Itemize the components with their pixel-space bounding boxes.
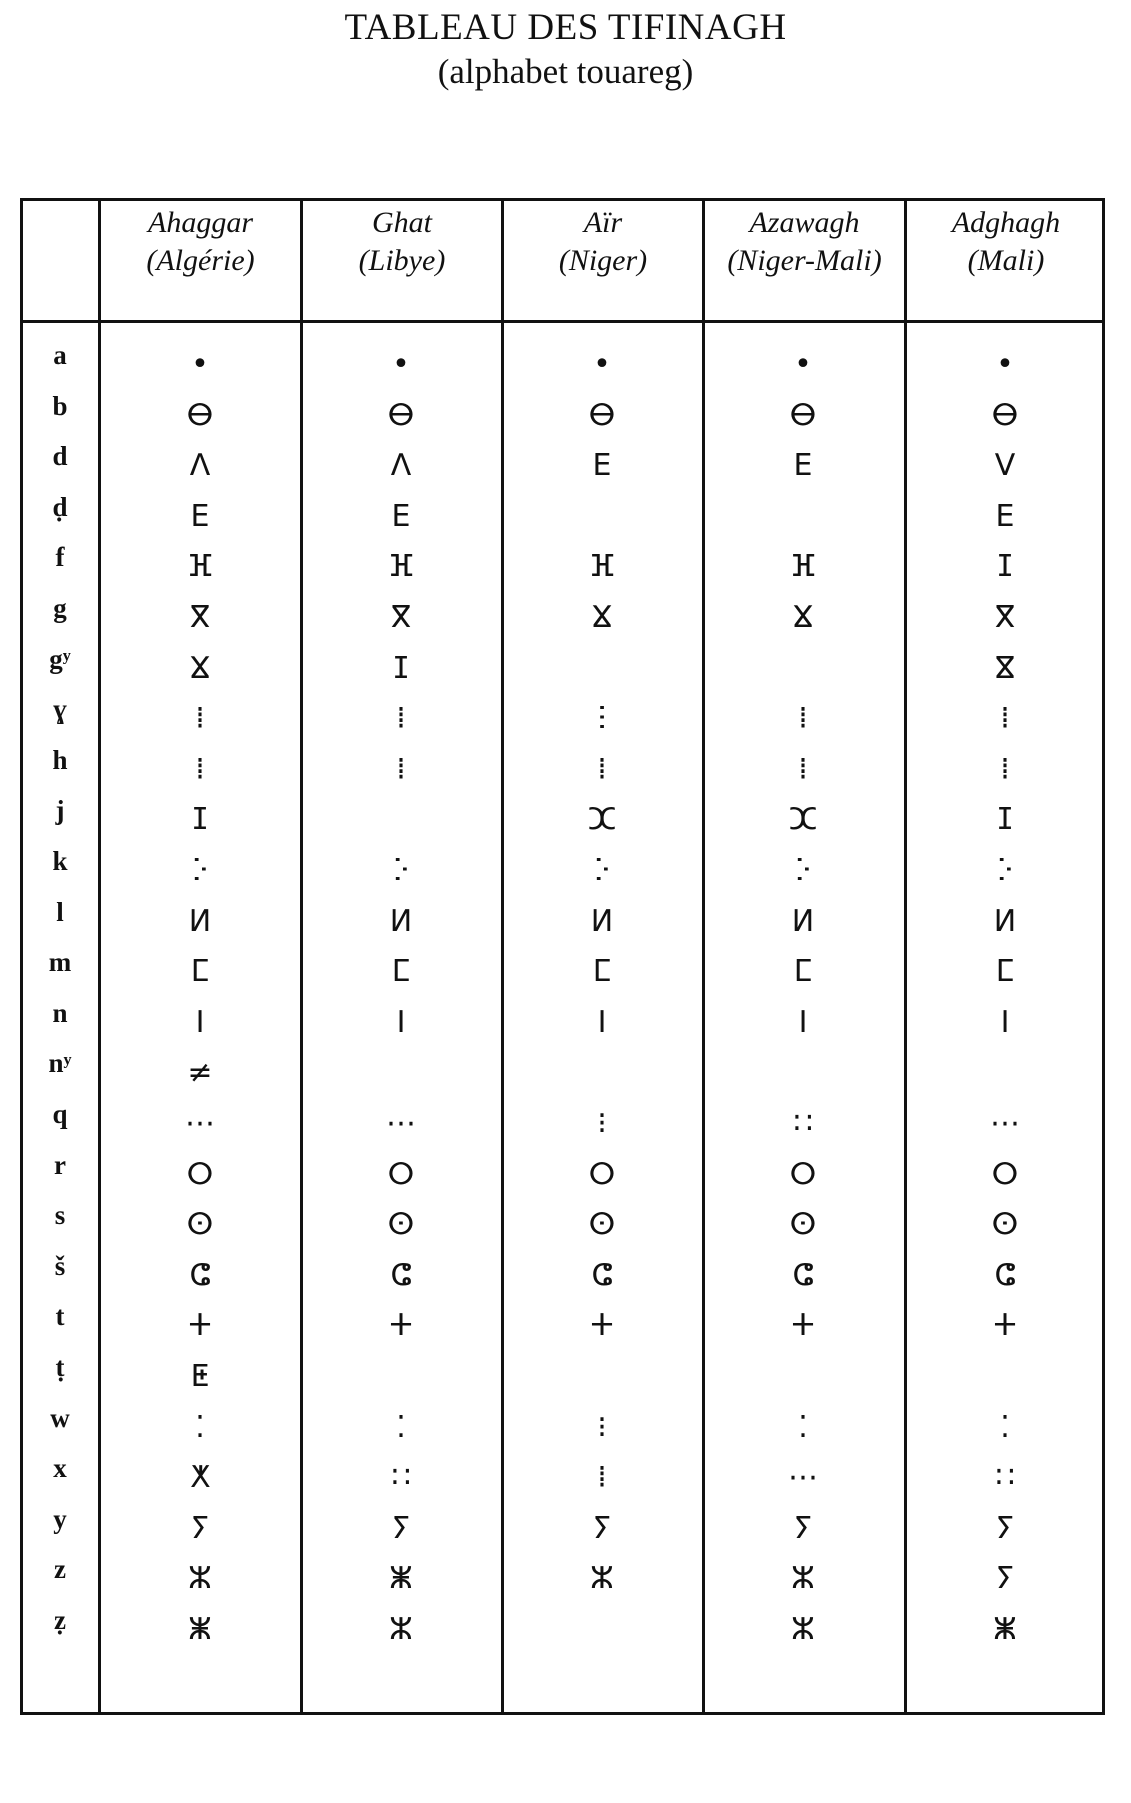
- tifinagh-glyph: ⵜ: [389, 1308, 413, 1344]
- column-divider: [702, 198, 705, 1715]
- row-letter: f: [55, 542, 65, 573]
- tifinagh-glyph: ⴹ: [190, 498, 210, 534]
- page-subtitle: (alphabet touareg): [437, 52, 694, 91]
- tifinagh-glyph: ⵥ: [389, 1561, 413, 1597]
- tifinagh-glyph: ⁚: [798, 1409, 808, 1445]
- tifinagh-glyph: ⵍ: [590, 903, 614, 939]
- tifinagh-glyph: ⴾ: [192, 853, 208, 888]
- tifinagh-glyph: ⵎ: [391, 954, 411, 990]
- tifinagh-glyph: ⵢ: [793, 1510, 813, 1546]
- column-header-country: (Mali): [967, 244, 1045, 277]
- tifinagh-glyph: ⵜ: [590, 1308, 614, 1344]
- tifinagh-glyph: ⵣ: [791, 1561, 815, 1597]
- column-header-adghagh: [907, 204, 1105, 316]
- tifinagh-glyph: ⴳ: [189, 600, 211, 635]
- tifinagh-glyph: ⁝: [597, 1409, 607, 1445]
- tifinagh-glyph: ⴼ: [789, 549, 817, 585]
- tifinagh-glyph: ⴱ: [789, 397, 817, 433]
- tifinagh-glyph: ⁞: [195, 751, 205, 787]
- tifinagh-glyph: ⴱ: [186, 397, 214, 433]
- tifinagh-glyph: ⁞: [1000, 701, 1010, 737]
- tifinagh-glyph: ⵔ: [387, 1156, 415, 1192]
- tifinagh-glyph: ⴼ: [387, 549, 415, 585]
- tifinagh-glyph: ⵢ: [995, 1510, 1015, 1546]
- row-letter: a: [53, 340, 67, 370]
- row-letter: g: [53, 593, 67, 623]
- tifinagh-glyph: ⵙ: [387, 1207, 415, 1243]
- tifinagh-glyph: ⵛ: [792, 1257, 814, 1293]
- row-letter: n: [52, 997, 68, 1028]
- column-header-air: [504, 204, 702, 316]
- tifinagh-glyph: ⵋ: [788, 802, 818, 838]
- tifinagh-glyph: ⴹ: [391, 498, 411, 534]
- row-letter: ẓ: [54, 1605, 66, 1635]
- tifinagh-glyph: ∷: [793, 1106, 813, 1141]
- row-letter: q: [52, 1099, 68, 1129]
- tifinagh-glyph: ⵙ: [588, 1207, 616, 1243]
- tifinagh-glyph: ⵏ: [597, 1004, 607, 1040]
- tifinagh-glyph: ⴾ: [997, 853, 1013, 888]
- column-header-region: Ghat: [372, 206, 432, 239]
- tifinagh-glyph: ⵍ: [188, 903, 212, 939]
- tifinagh-glyph: ⵊ: [997, 802, 1013, 838]
- tifinagh-glyph: •: [794, 347, 812, 382]
- column-header-country: (Niger-Mali): [727, 244, 882, 277]
- column-header-region: Ahaggar: [148, 206, 253, 239]
- tifinagh-glyph: ⵊ: [393, 650, 409, 686]
- tifinagh-glyph: ⴸ: [994, 448, 1016, 484]
- tifinagh-glyph: ⁞: [597, 1460, 607, 1496]
- tifinagh-glyph: ⵏ: [396, 1004, 406, 1040]
- tifinagh-glyph: ⁞: [597, 751, 607, 787]
- tifinagh-glyph: ⵢ: [190, 1510, 210, 1546]
- row-letter: ɣ: [53, 694, 67, 725]
- tifinagh-glyph: ⁚: [1000, 1409, 1010, 1445]
- tifinagh-glyph: ⵜ: [993, 1308, 1017, 1344]
- column-header-ghat: [303, 204, 501, 316]
- tifinagh-glyph: ⵅ: [190, 1460, 210, 1496]
- row-letter: t: [55, 1301, 65, 1332]
- tifinagh-glyph: ⵎ: [995, 954, 1015, 990]
- tifinagh-glyph: ⴼ: [186, 549, 214, 585]
- row-letter: x: [53, 1453, 67, 1484]
- tifinagh-glyph: ⴳ: [994, 600, 1016, 635]
- tifinagh-glyph: ⴵ: [995, 650, 1015, 686]
- tifinagh-glyph: ⴳ: [390, 600, 412, 635]
- row-letter: gʸ: [49, 643, 71, 674]
- tifinagh-glyph: ⵔ: [789, 1156, 817, 1192]
- column-header-country: (Niger): [558, 244, 648, 277]
- column-header-region: Adghagh: [951, 206, 1061, 239]
- column-header-country: (Algérie): [146, 244, 255, 277]
- tifinagh-glyph: ⵥ: [188, 1612, 212, 1647]
- tifinagh-glyph: ⁞: [798, 701, 808, 737]
- tifinagh-glyph: ⵛ: [994, 1257, 1016, 1293]
- tifinagh-glyph: ⵢ: [995, 1561, 1015, 1597]
- page-title: TABLEAU DES TIFINAGH: [344, 7, 787, 48]
- tifinagh-glyph: ⋯: [386, 1106, 416, 1141]
- row-letter: h: [52, 744, 68, 775]
- row-letter: y: [53, 1503, 67, 1534]
- row-letter: l: [56, 896, 64, 927]
- tifinagh-glyph: ⴴ: [591, 600, 613, 635]
- tifinagh-glyph: ⁞: [195, 701, 205, 737]
- tifinagh-glyph: ⵣ: [389, 1612, 413, 1647]
- tifinagh-glyph: ⁞: [396, 751, 406, 787]
- tifinagh-glyph: ⵊ: [192, 802, 208, 838]
- row-letter: w: [50, 1402, 70, 1433]
- row-letter: nʸ: [48, 1048, 72, 1079]
- row-letter: d: [52, 441, 68, 472]
- tifinagh-glyph: ⵛ: [390, 1257, 412, 1293]
- tifinagh-glyph: ⵏ: [1000, 1004, 1010, 1040]
- tifinagh-glyph: ⵎ: [592, 954, 612, 990]
- tifinagh-glyph: ⵜ: [791, 1308, 815, 1344]
- tifinagh-glyph: ⵙ: [186, 1207, 214, 1243]
- tifinagh-glyph: ⵎ: [190, 954, 210, 990]
- row-letter: j: [55, 795, 65, 826]
- tifinagh-glyph: ⵊ: [997, 549, 1013, 585]
- column-header-region: Aïr: [583, 206, 623, 239]
- tifinagh-glyph: ⴷ: [390, 448, 412, 484]
- tifinagh-glyph: ⵋ: [587, 802, 617, 838]
- tifinagh-glyph: •: [996, 347, 1014, 382]
- tifinagh-glyph: ⵍ: [791, 903, 815, 939]
- tifinagh-glyph: ∷: [995, 1460, 1015, 1496]
- tifinagh-glyph: ⵥ: [993, 1612, 1017, 1647]
- tifinagh-glyph: ⴴ: [792, 600, 814, 635]
- tifinagh-glyph: ⴴ: [189, 650, 211, 686]
- row-letter: š: [54, 1250, 66, 1281]
- column-header-azawagh: [705, 204, 904, 316]
- tifinagh-glyph: ⵏ: [195, 1004, 205, 1040]
- tifinagh-glyph: •: [392, 347, 410, 382]
- tifinagh-glyph: ⴱ: [387, 397, 415, 433]
- tifinagh-glyph: ⵔ: [186, 1156, 214, 1192]
- tifinagh-glyph: ⵍ: [389, 903, 413, 939]
- tifinagh-glyph: ⴾ: [594, 853, 610, 888]
- column-divider: [501, 198, 504, 1715]
- tifinagh-glyph: ⵗ: [597, 701, 607, 737]
- row-letter: ṭ: [55, 1352, 65, 1382]
- tifinagh-glyph: ⵛ: [591, 1257, 613, 1293]
- column-divider: [300, 198, 303, 1715]
- tifinagh-glyph: ⴹ: [592, 448, 612, 484]
- row-letter: s: [54, 1200, 66, 1231]
- row-letter: b: [52, 390, 68, 421]
- tifinagh-glyph: ⋯: [990, 1106, 1020, 1141]
- tifinagh-glyph: ⵛ: [189, 1257, 211, 1293]
- tifinagh-glyph: ⴹ: [793, 448, 813, 484]
- tifinagh-glyph: ⋯: [185, 1106, 215, 1141]
- tifinagh-glyph: ⴼ: [588, 549, 616, 585]
- tifinagh-glyph: ⵢ: [592, 1510, 612, 1546]
- column-header-country: (Libye): [358, 244, 446, 277]
- tifinagh-glyph: ⴾ: [393, 853, 409, 888]
- tifinagh-glyph: ⋯: [788, 1460, 818, 1496]
- tifinagh-glyph: ⴾ: [795, 853, 811, 888]
- tifinagh-glyph: ⁝: [597, 1106, 607, 1141]
- tifinagh-glyph: ⁞: [798, 751, 808, 787]
- header-divider: [20, 320, 1105, 323]
- row-letter: ḍ: [52, 491, 68, 522]
- tifinagh-glyph: •: [191, 347, 209, 382]
- column-header-region: Azawagh: [749, 206, 860, 239]
- column-divider: [904, 198, 907, 1715]
- tifinagh-glyph: ⵙ: [991, 1207, 1019, 1243]
- row-letter: z: [54, 1554, 66, 1585]
- tifinagh-glyph: ⴱ: [991, 397, 1019, 433]
- tifinagh-glyph: ⵔ: [588, 1156, 616, 1192]
- tifinagh-glyph: ⵣ: [590, 1561, 614, 1597]
- tifinagh-glyph: ⁚: [195, 1409, 205, 1445]
- row-letter: r: [54, 1149, 66, 1180]
- tifinagh-glyph: ⁞: [396, 701, 406, 737]
- tifinagh-glyph: ⵢ: [391, 1510, 411, 1546]
- tifinagh-glyph: ⵣ: [188, 1561, 212, 1597]
- tifinagh-glyph: ⵟ: [190, 1359, 210, 1394]
- tifinagh-glyph: ≠: [187, 1055, 213, 1091]
- tifinagh-glyph: ⴱ: [588, 397, 616, 433]
- tifinagh-glyph: ⁞: [1000, 751, 1010, 787]
- row-letter: k: [52, 846, 68, 876]
- tifinagh-glyph: ⵣ: [791, 1612, 815, 1647]
- tifinagh-glyph: ⴹ: [995, 498, 1015, 534]
- tifinagh-glyph: ⵍ: [993, 903, 1017, 939]
- tifinagh-glyph: ⵎ: [793, 954, 813, 990]
- column-header-ahaggar: [101, 204, 300, 316]
- tifinagh-glyph: ⵏ: [798, 1004, 808, 1040]
- tifinagh-glyph: ⵔ: [991, 1156, 1019, 1192]
- row-letter: m: [48, 947, 72, 978]
- tifinagh-glyph: ⵙ: [789, 1207, 817, 1243]
- tifinagh-glyph: •: [593, 347, 611, 382]
- tifinagh-glyph: ⁚: [396, 1409, 406, 1445]
- tifinagh-glyph: ∷: [391, 1460, 411, 1496]
- tifinagh-glyph: ⵜ: [188, 1308, 212, 1344]
- tifinagh-glyph: ⴷ: [189, 448, 211, 484]
